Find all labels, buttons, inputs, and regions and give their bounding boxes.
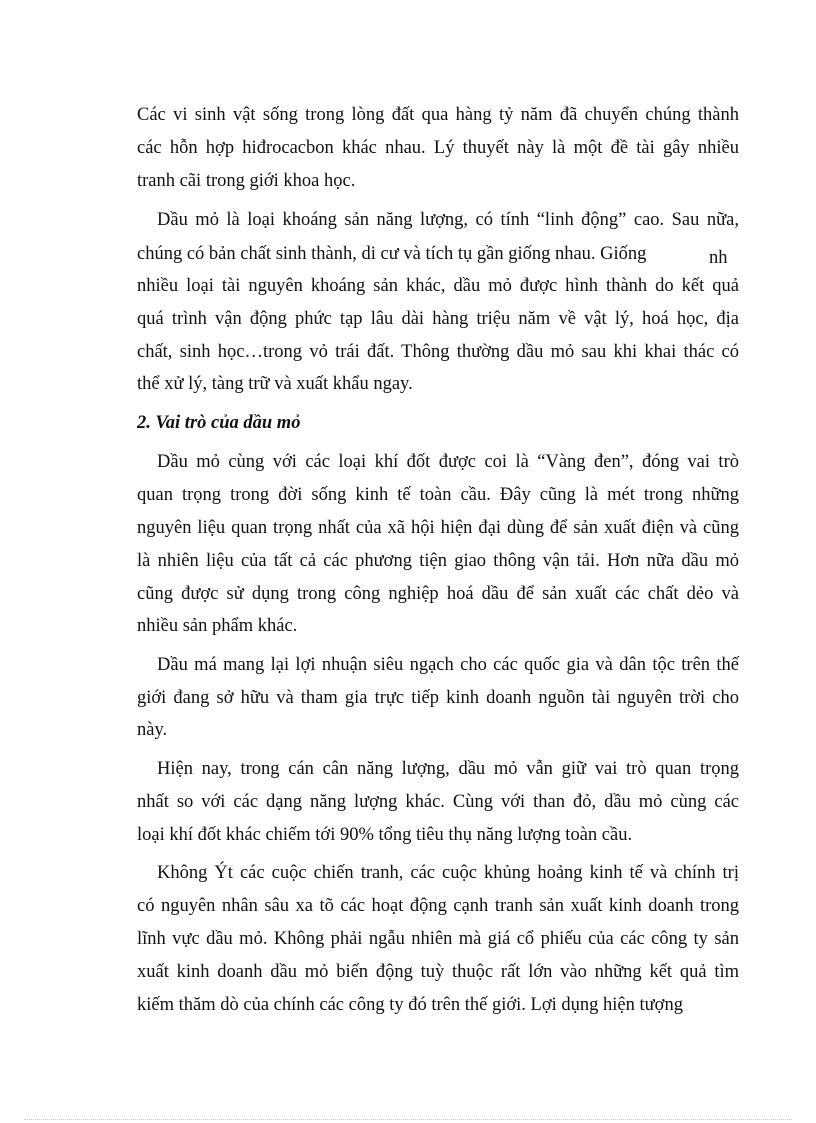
text-line: có nguyên nhân sâu xa tõ các hoạt động cạnh tranh sản xuất kinh doanh trong	[137, 896, 739, 916]
text-line: quan trọng trong đời sống kinh tế toàn cầu. Đây cũng là mét trong những	[137, 485, 739, 505]
text-line: chúng có bản chất sinh thành, di cư và tích tụ gần giống nhau. Giống	[137, 244, 647, 264]
text-line: Hiện nay, trong cán cân năng lượng, dầu mỏ vẫn giữ vai trò quan trọng	[157, 759, 739, 779]
text-line: chất, sinh học…trong vỏ trái đất. Thông thường dầu mỏ sau khi khai thác có	[137, 342, 739, 362]
text-line: nhất so với các dạng năng lượng khác. Cùng với than đỏ, dầu mỏ cùng các	[137, 792, 739, 812]
text-line: quá trình vận động phức tạp lâu dài hàng triệu năm về vật lý, hoá học, địa	[137, 309, 739, 329]
text-line: tranh cãi trong giới khoa học.	[137, 171, 356, 191]
text-line: Dầu mỏ là loại khoáng sản năng lượng, có tính “linh động” cao. Sau nữa,	[157, 210, 739, 230]
text-line: giới đang sở hữu và tham gia trực tiếp kinh doanh nguồn tài nguyên trời cho	[137, 688, 739, 708]
text-line: loại khí đốt khác chiếm tới 90% tổng tiêu thụ năng lượng toàn cầu.	[137, 825, 633, 845]
text-line: là nhiên liệu của tất cả các phương tiện giao thông vận tải. Hơn nữa dầu mỏ	[137, 551, 739, 571]
text-line: thể xử lý, tàng trữ và xuất khẩu ngay.	[137, 374, 413, 394]
text-line: nhiều loại tài nguyên khoáng sản khác, dầu mỏ được hình thành do kết quả	[137, 276, 739, 296]
text-line: này.	[137, 720, 168, 740]
text-line: kiếm thăm dò của chính các công ty đó trên thế giới. Lợi dụng hiện tượng	[137, 995, 683, 1015]
text-line: lĩnh vực dầu mỏ. Không phải ngẫu nhiên mà giá cổ phiếu của các công ty sản	[137, 929, 739, 949]
text-line: các hỗn hợp hiđrocacbon khác nhau. Lý thuyết này là một đề tài gây nhiều	[137, 138, 739, 158]
text-line: xuất kinh doanh dầu mỏ biến động tuỳ thuộc rất lớn vào những kết quả tìm	[137, 962, 739, 982]
page-bottom-divider	[24, 1119, 792, 1120]
section-heading: 2. Vai trò của dầu mỏ	[137, 413, 301, 433]
text-line: Không Ýt các cuộc chiến tranh, các cuộc khủng hoảng kinh tế và chính trị	[157, 863, 739, 883]
text-line: cũng được sử dụng trong công nghiệp hoá dầu để sản xuất các chất dẻo và	[137, 584, 739, 604]
text-line: nguyên liệu quan trọng nhất của xã hội hiện đại dùng để sản xuất điện và cũng	[137, 518, 739, 538]
text-line: Dầu má mang lại lợi nhuận siêu ngạch cho các quốc gia và dân tộc trên thế	[157, 655, 739, 675]
text-line: nhiều sản phẩm khác.	[137, 616, 298, 636]
text-line: Dầu mỏ cùng với các loại khí đốt được coi là “Vàng đen”, đóng vai trò	[157, 452, 739, 472]
text-line: Các vi sinh vật sống trong lòng đất qua hàng tỷ năm đã chuyển chúng thành	[137, 105, 739, 125]
stray-text-fragment: nh	[709, 248, 728, 268]
